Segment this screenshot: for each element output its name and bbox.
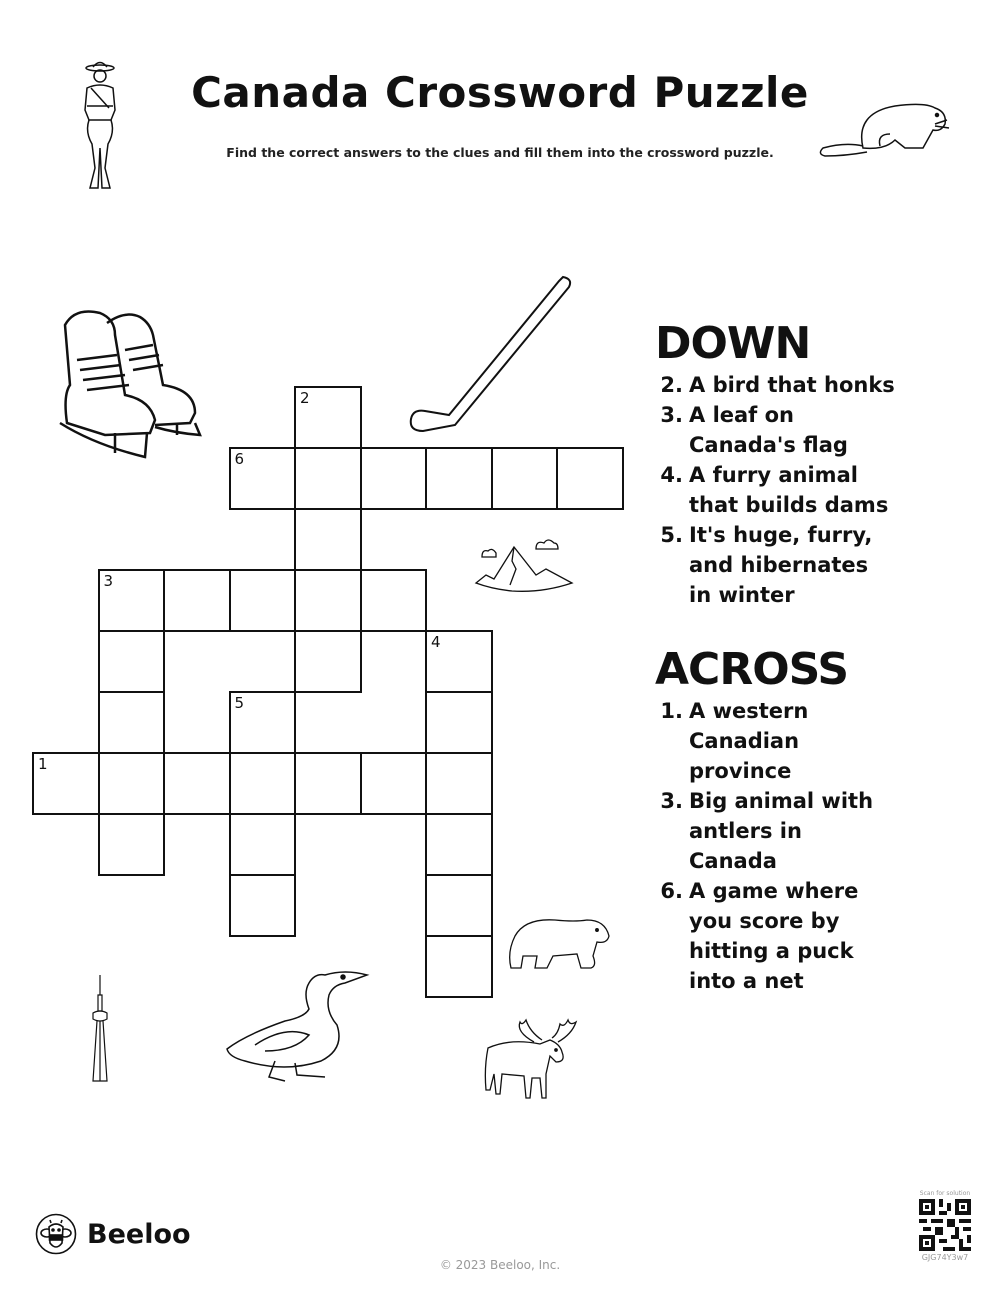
crossword-cell[interactable]	[425, 813, 493, 876]
clue-number: 3	[103, 572, 114, 590]
down-clue	[655, 400, 895, 460]
clue-text: A leaf on Canada's flag	[689, 403, 848, 457]
crossword-cell[interactable]	[425, 447, 493, 510]
copyright: © 2023 Beeloo, Inc.	[439, 1258, 561, 1272]
moose-icon	[480, 1018, 580, 1108]
clue-text: A furry animal that builds dams	[689, 463, 889, 517]
hockey-stick-icon	[405, 275, 580, 440]
clue-number: 4.	[660, 463, 683, 487]
crossword-cell[interactable]	[229, 691, 297, 754]
crossword-cell[interactable]	[425, 630, 493, 693]
polar-bear-icon	[505, 912, 613, 974]
across-clue-list	[655, 696, 895, 996]
mountie-icon	[75, 58, 125, 198]
across-clue	[655, 696, 895, 786]
crossword-cell[interactable]	[360, 447, 428, 510]
crossword-cell[interactable]	[360, 752, 428, 815]
clues-panel	[655, 318, 895, 996]
clue-number: 3.	[660, 403, 683, 427]
bee-logo-icon	[35, 1213, 77, 1255]
crossword-cell[interactable]	[229, 447, 297, 510]
goose-icon	[225, 965, 375, 1090]
crossword-cell[interactable]	[425, 752, 493, 815]
clue-text: It's huge, furry, and hibernates in winter	[689, 523, 873, 607]
clue-number: 3.	[660, 789, 683, 813]
crossword-cell[interactable]	[294, 752, 362, 815]
down-clue-list	[655, 370, 895, 610]
qr-label: Scan for solution	[919, 1190, 971, 1197]
brand-name: Beeloo	[87, 1218, 191, 1250]
crossword-cell[interactable]	[163, 752, 231, 815]
crossword-cell[interactable]	[98, 813, 166, 876]
beaver-icon	[815, 98, 955, 163]
crossword-cell[interactable]	[229, 813, 297, 876]
across-clue	[655, 876, 895, 996]
crossword-cell[interactable]	[491, 447, 559, 510]
crossword-cell[interactable]	[229, 874, 297, 937]
cn-tower-icon	[85, 975, 115, 1085]
crossword-cell[interactable]	[425, 935, 493, 998]
clue-number: 5	[234, 694, 245, 712]
clue-text: A western Canadian province	[689, 699, 809, 783]
clue-number: 5.	[660, 523, 683, 547]
across-heading: ACROSS	[655, 644, 849, 695]
crossword-cell[interactable]	[294, 508, 362, 571]
crossword-cell[interactable]	[294, 386, 362, 449]
clue-text: A bird that honks	[689, 373, 895, 397]
crossword-cell[interactable]	[294, 447, 362, 510]
brand-logo[interactable]	[35, 1213, 191, 1255]
clue-number: 1.	[660, 699, 683, 723]
mountain-icon	[472, 535, 577, 595]
solution-qr[interactable]	[910, 1190, 980, 1262]
crossword-cell[interactable]	[294, 569, 362, 632]
crossword-cell[interactable]	[98, 691, 166, 754]
crossword-cell[interactable]	[294, 630, 362, 693]
crossword-cell[interactable]	[229, 752, 297, 815]
clue-number: 2	[300, 389, 310, 407]
crossword-cell[interactable]	[556, 447, 624, 510]
ice-skates-icon	[55, 305, 205, 465]
crossword-cell[interactable]	[425, 874, 493, 937]
qr-code-id: GJG74Y3w7	[921, 1253, 969, 1262]
clue-number: 2.	[660, 373, 683, 397]
qr-code-icon	[919, 1199, 971, 1251]
clue-text: Big animal with antlers in Canada	[689, 789, 874, 873]
down-clue	[655, 460, 895, 520]
crossword-cell[interactable]	[98, 630, 166, 693]
clue-number: 6.	[660, 879, 683, 903]
crossword-cell[interactable]	[32, 752, 100, 815]
clue-number: 6	[234, 450, 245, 468]
down-heading: DOWN	[655, 318, 811, 369]
crossword-cell[interactable]	[229, 569, 297, 632]
clue-text: A game where you score by hitting a puck into a net	[689, 879, 859, 993]
page-title: Canada Crossword Puzzle	[191, 68, 809, 117]
crossword-cell[interactable]	[360, 569, 428, 632]
down-clue	[655, 520, 895, 610]
crossword-cell[interactable]	[98, 569, 166, 632]
crossword-cell[interactable]	[425, 691, 493, 754]
down-clue	[655, 370, 895, 400]
crossword-cell[interactable]	[98, 752, 166, 815]
clue-number: 4	[431, 633, 441, 651]
instructions: Find the correct answers to the clues and fill them into the crossword puzzle.	[226, 145, 774, 160]
clue-number: 1	[38, 755, 48, 773]
across-clue	[655, 786, 895, 876]
crossword-cell[interactable]	[163, 569, 231, 632]
